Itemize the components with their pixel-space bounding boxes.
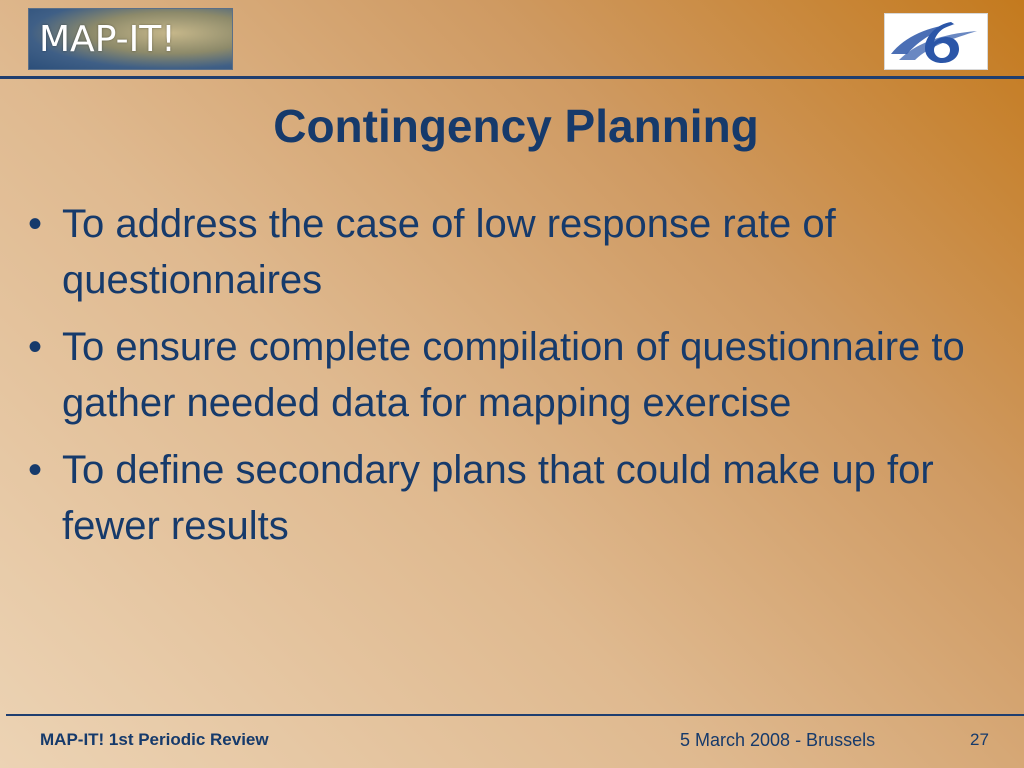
map-it-logo [28,8,233,70]
fp6-logo-graphic [885,14,987,69]
bullet-symbol: • [28,202,43,246]
header-divider [0,76,1024,79]
fp6-logo-icon [884,13,988,70]
page-number: 27 [970,730,989,749]
footer-divider [6,714,1024,716]
bullet-text: To address the case of low response rate of questionnaires [62,202,836,302]
footer-date: 5 March 2008 - Brussels [680,730,876,750]
bullet-item [28,319,1003,431]
map-it-logo-text: MAP-IT! [39,18,176,60]
bullet-item [28,442,1003,554]
bullet-item [28,196,1003,308]
footer-presentation-title: MAP-IT! 1st Periodic Review [40,730,269,749]
bullet-symbol: • [28,448,43,492]
bullet-symbol: • [28,325,43,369]
bullet-text: To ensure complete compilation of questionnaire to gather needed data for mapping exercise [62,325,965,425]
slide-title: Contingency Planning [273,100,759,152]
bullet-text: To define secondary plans that could make up for fewer results [62,448,934,548]
bullet-list [28,196,1003,565]
